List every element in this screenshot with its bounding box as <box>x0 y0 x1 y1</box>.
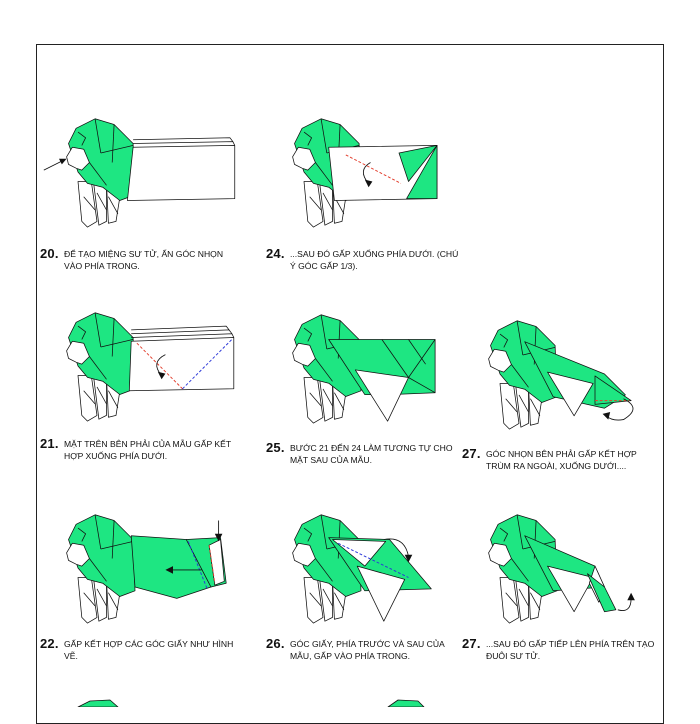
body-paper <box>131 536 226 599</box>
push-arrow <box>44 159 67 170</box>
fold-arrow <box>618 593 635 611</box>
lion-fold-diagram <box>266 112 456 232</box>
lion-head-figure <box>67 515 135 623</box>
lion-fold-diagram <box>40 508 230 628</box>
body-paper <box>129 326 234 391</box>
step-number: 26. <box>266 636 285 651</box>
lion-head-figure <box>67 119 135 227</box>
lion-head-figure <box>67 313 135 421</box>
lion-fold-diagram <box>266 308 456 428</box>
next-step-figure-right <box>384 694 444 712</box>
step-number: 21. <box>40 436 59 451</box>
step-text: GÓC NHỌN BÊN PHẢI GẤP KẾT HỢP TRÙM RA NGOÀI, XUỐNG DƯỚI.... <box>486 449 637 471</box>
body-paper <box>329 145 437 200</box>
next-step-figure-left <box>70 694 130 712</box>
lion-fold-diagram <box>462 508 652 628</box>
step-text: GÓC GIẤY, PHÍA TRƯỚC VÀ SAU CỦA MẪU, GẤP VÀO PHÍA TRONG. <box>290 639 445 661</box>
lion-fold-diagram <box>40 112 230 232</box>
step-text: MẶT TRÊN BÊN PHẢI CỦA MẪU GẤP KẾT HỢP XUỐNG PHÍA DƯỚI. <box>64 439 231 461</box>
step-text: ...SAU ĐÓ GẤP TIẾP LÊN PHÍA TRÊN TẠO ĐUÔI SƯ TỬ. <box>486 639 655 661</box>
step-number: 22. <box>40 636 59 651</box>
step-number: 27. <box>462 446 481 461</box>
step-number: 20. <box>40 246 59 261</box>
step-number: 25. <box>266 440 285 455</box>
lion-fold-diagram <box>40 306 230 426</box>
step-number: 27. <box>462 636 481 651</box>
step-text: BƯỚC 21 ĐẾN 24 LÀM TƯƠNG TỰ CHO MẶT SAU CỦA MẪU. <box>290 443 453 465</box>
step-number: 24. <box>266 246 285 261</box>
lion-fold-diagram <box>266 508 456 628</box>
lion-fold-diagram-partial <box>70 697 130 707</box>
lion-fold-diagram <box>462 314 652 434</box>
step-text: ĐỂ TẠO MIỆNG SƯ TỬ, ẤN GÓC NHỌN VÀO PHÍA TRONG. <box>64 249 224 271</box>
step-text: GẤP KẾT HỢP CÁC GÓC GIẤY NHƯ HÌNH VẼ. <box>64 639 234 661</box>
lion-fold-diagram-partial <box>384 697 444 707</box>
body-paper <box>127 138 234 201</box>
step-text: ...SAU ĐÓ GẤP XUỐNG PHÍA DƯỚI. (CHÚ Ý GÓC GẤP 1/3). <box>290 249 459 271</box>
